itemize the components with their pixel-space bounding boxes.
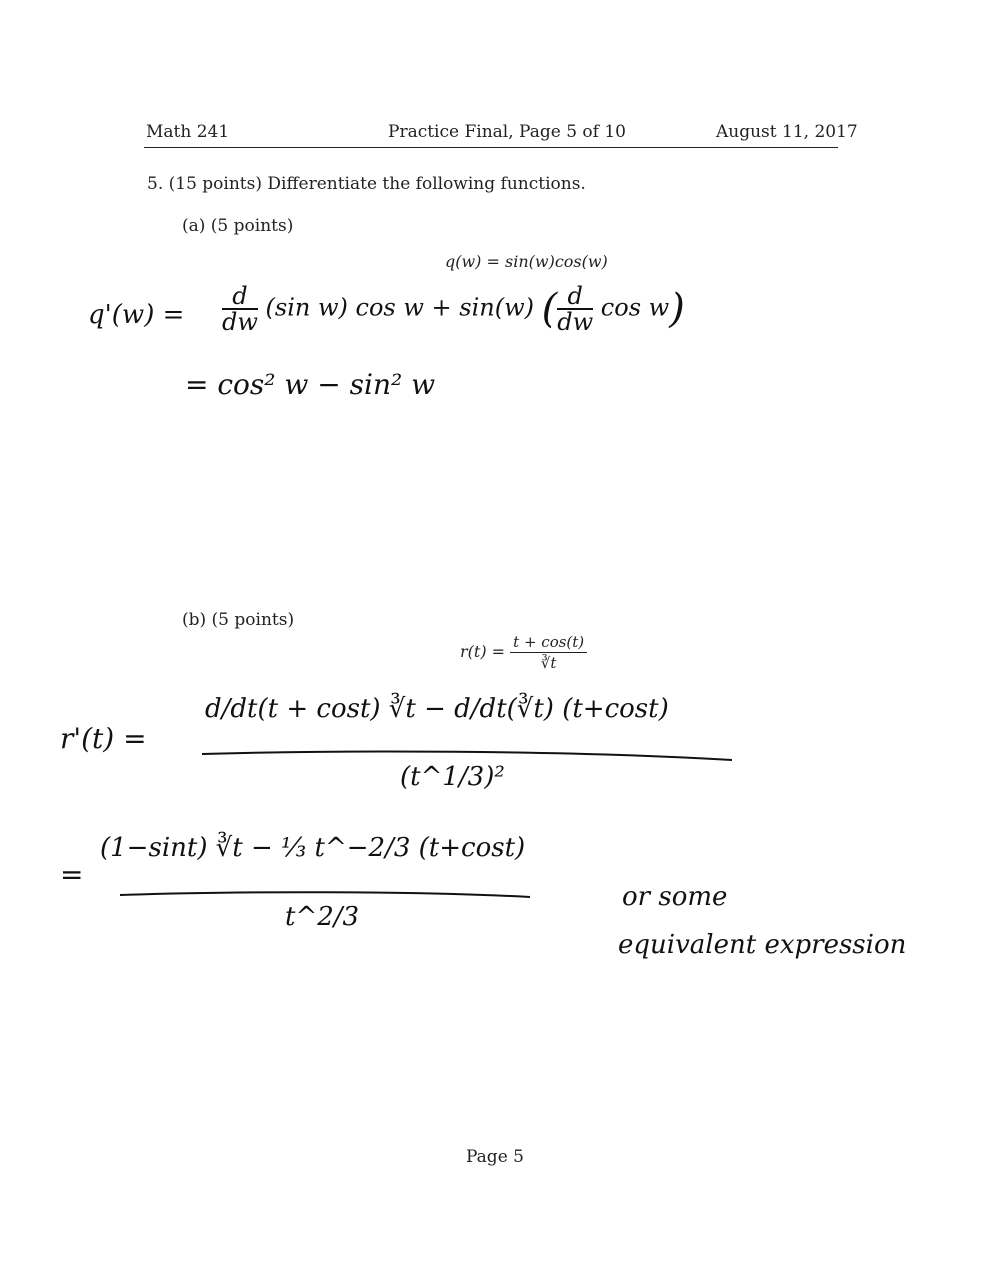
part-b-answer-line2-numerator: (1−sint) ∛t − ⅓ t^−2/3 (t+cost) (100, 833, 526, 863)
part-b-answer-denominator: (t^1/3)² (400, 762, 505, 792)
problem-statement: 5. (15 points) Differentiate the following functions. (147, 174, 586, 194)
derivative-operator-2: $\frac{d}{dw}$ (557, 282, 594, 336)
page-title: Practice Final, Page 5 of 10 (388, 122, 626, 142)
part-b-answer-line2-denominator: t^2/3 (285, 902, 360, 932)
part-a-label: (a) (5 points) (182, 216, 294, 236)
exam-date: August 11, 2017 (716, 122, 858, 142)
side-note-line2: equivalent expression (618, 930, 907, 960)
part-b-answer-lhs: r'(t) = (60, 722, 147, 755)
side-note-line1: or some (622, 882, 728, 912)
part-b-answer-equals: = (60, 858, 84, 891)
part-b-answer-numerator: d/dt(t + cost) ∛t − d/dt(∛t) (t+cost) (205, 694, 669, 724)
page-number: Page 5 (466, 1147, 524, 1167)
part-b-label: (b) (5 points) (182, 610, 295, 630)
part-a-answer-line2: = cos² w − sin² w (185, 368, 436, 401)
part-a-answer-line1: $\frac{d}{dw}$ (sin w) cos w + sin(w) ( $\frac{d}{dw}$ cos w) (222, 282, 685, 336)
part-b-function: r(t) = $\frac{t + \cos(t)}{∛t}$ (460, 633, 587, 672)
part-a-answer-term-2: cos w (600, 293, 670, 322)
course-name: Math 241 (146, 122, 230, 142)
part-a-answer-term: (sin w) cos w + sin(w) (265, 293, 534, 322)
header-rule (144, 147, 838, 148)
part-a-function: q(w) = sin(w)cos(w) (445, 252, 608, 271)
derivative-operator: $\frac{d}{dw}$ (222, 282, 258, 336)
part-a-answer-lhs: q'(w) = (88, 300, 185, 330)
